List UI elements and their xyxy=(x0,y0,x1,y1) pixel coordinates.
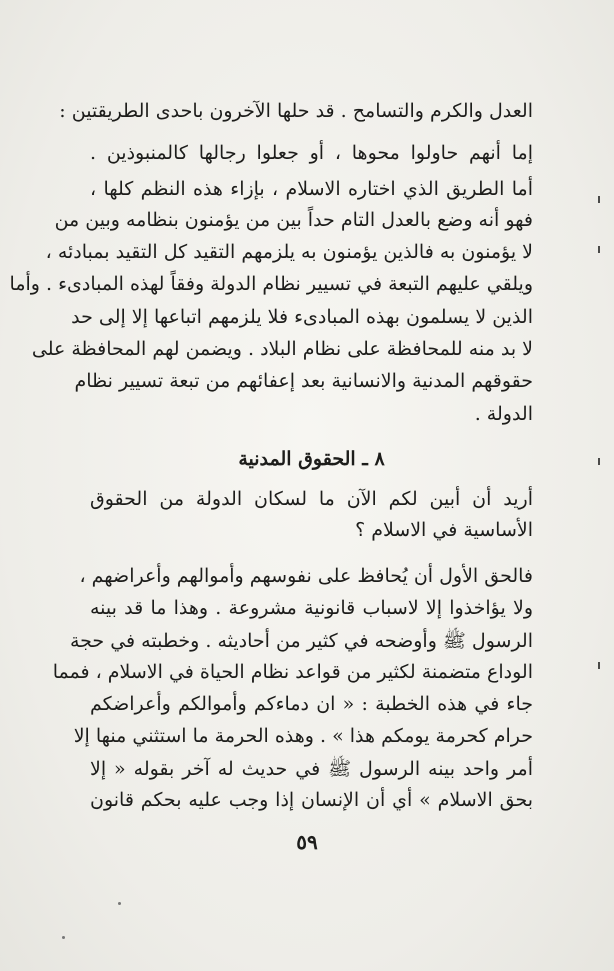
text-line: ويلقي عليهم التبعة في تسيير نظام الدولة وفقاً لهذه المبادىء . وأما xyxy=(9,273,533,295)
margin-tick-mark xyxy=(598,662,600,669)
text-line: ولا يؤاخذوا إلا لاسباب قانونية مشروعة . وهذا ما قد بينه xyxy=(90,597,533,619)
margin-tick-mark xyxy=(598,196,600,203)
text-line: أريد أن أبين لكم الآن ما لسكان الدولة من الحقوق xyxy=(90,488,533,510)
text-line: أما الطريق الذي اختاره الاسلام ، بإزاء هذه النظم كلها ، xyxy=(90,178,533,200)
text-line: الرسول ﷺ وأوضحه في كثير من أحاديثه . وخطبته في حجة xyxy=(69,630,533,652)
scan-speck xyxy=(62,936,65,939)
text-line: حرام كحرمة يومكم هذا » . وهذه الحرمة ما استثني منها إلا xyxy=(73,725,533,747)
scan-speck xyxy=(118,902,121,905)
text-line: إما أنهم حاولوا محوها ، أو جعلوا رجالها كالمنبوذين . xyxy=(90,142,533,164)
text-line: الوداع متضمنة لكثير من قواعد نظام الحياة في الاسلام ، فمما xyxy=(52,661,533,683)
margin-tick-mark xyxy=(598,246,600,253)
text-line: العدل والكرم والتسامح . قد حلها الآخرون باحدى الطريقتين : xyxy=(59,100,533,122)
text-line: الدولة . xyxy=(474,403,533,425)
text-line: بحق الاسلام » أي أن الإنسان إذا وجب عليه بحكم قانون xyxy=(90,789,533,811)
text-line: جاء في هذه الخطبة : « ان دماءكم وأموالكم وأعراضكم xyxy=(90,693,533,715)
text-line: فهو أنه وضع بالعدل التام حداً بين من يؤمنون بنظامه وبين من xyxy=(54,209,533,231)
text-line: لا يؤمنون به فالذين يؤمنون به يلزمهم التقيد كل التقيد بمبادئه ، xyxy=(45,241,533,263)
text-line: أمر واحد بينه الرسول ﷺ في حديث له آخر بقوله « إلا xyxy=(90,758,533,780)
margin-tick-mark xyxy=(598,458,600,465)
page-number: ٥٩ xyxy=(296,830,318,854)
text-line: الأساسية في الاسلام ؟ xyxy=(355,519,533,541)
text-line: فالحق الأول أن يُحافظ على نفوسهم وأموالهم وأعراضهم ، xyxy=(79,565,533,587)
text-line: حقوقهم المدنية والانسانية بعد إعفائهم من تبعة تسيير نظام xyxy=(74,370,533,392)
text-line: الذين لا يسلمون بهذه المبادىء فلا يلزمهم اتباعها إلا إلى حد xyxy=(71,306,533,328)
section-heading: ٨ ـ الحقوق المدنية xyxy=(238,448,385,470)
text-line: لا بد منه للمحافظة على نظام البلاد . ويضمن لهم المحافظة على xyxy=(31,338,533,360)
